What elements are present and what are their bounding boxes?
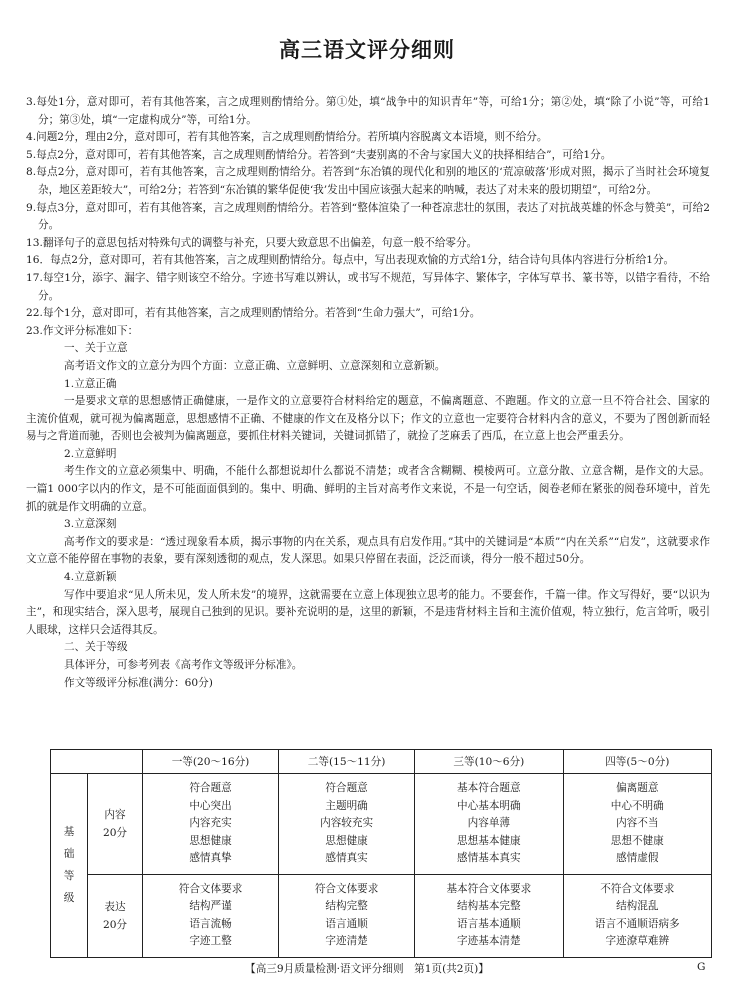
rule-item: 9.每点3分，意对即可，若有其他答案，言之成理则酌情给分。若答到“整体渲染了一种苍凉悲壮的氛围，表达了对抗战英雄的怀念与赞美”，可给2分。 bbox=[26, 201, 710, 232]
rule-item: 4.问题2分，理由2分，意对即可，若有其他答案，言之成理则酌情给分。若所填内容脱离文本语境，则不给分。 bbox=[26, 131, 548, 144]
header-grade-4: 四等(5～0分) bbox=[563, 750, 711, 774]
rule-item: 17.每空1分，添字、漏字、错字则该空不给分。字迹书写难以辨认，或书写不规范，写异体字、繁体字，字体写草书、篆书等，以错字看待，不给分。 bbox=[26, 271, 710, 302]
grade-table bbox=[50, 749, 712, 958]
subheading: 1.立意正确 bbox=[64, 377, 117, 390]
footer-mark: G bbox=[697, 961, 706, 973]
table-row bbox=[51, 874, 712, 957]
rule-item: 8.每点2分，意对即可，若有其他答案，言之成理则酌情给分。若答到“东冶镇的现代化和别的地区的‘荒凉破落’形成对照，揭示了当时社会环境复杂，地区差距较大”，可给2分；若答到“东冶镇的繁华促使‘我’发出中国应该强大起来的呐喊，表达了对未来的殷切期望”，可给2分。 bbox=[26, 166, 710, 196]
rule-item: 13.翻译句子的意思包括对特殊句式的调整与补充，只要大致意思不出偏差，句意一般不给零分。 bbox=[26, 236, 478, 249]
rule-item: 22.每个1分，意对即可，若有其他答案，言之成理则酌情给分。若答到“生命力强大”，可给1分。 bbox=[26, 307, 481, 320]
rule-item: 3.每处1分，意对即可，若有其他答案，言之成理则酌情给分。第①处，填“战争中的知识青年”等，可给1分；第②处，填“除了小说”等，可给1分；第③处，填“一定虚构成分”等，可给1分。 bbox=[26, 96, 710, 126]
scoring-rules bbox=[26, 94, 710, 692]
paragraph: 一是要求文章的思想感情正确健康，一是作文的立意要符合材料给定的题意，不偏离题意、不跑题。作文的立意一旦不符合社会、国家的主流价值观，就可视为偏离题意，思想感情不正确、不健康的作文在及格分以下；作文的立意也一定要符合材料内含的意义，不要为了图创新而轻易与之背道而驰，否则也会被判为偏离题意，要抓住材料关键词，关键词抓错了，就捡了芝麻丢了西瓜，在立意上也会严重丢分。 bbox=[26, 395, 710, 443]
rule-item: 16．每点2分，意对即可，若有其他答案，言之成理则酌情给分。每点中，写出表现欢愉的方式给1分，结合诗句具体内容进行分析给1分。 bbox=[26, 254, 675, 267]
subheading: 4.立意新颖 bbox=[64, 571, 117, 584]
paragraph: 具体评分，可参考列表《高考作文等级评分标准》。 bbox=[64, 659, 303, 671]
header-grade-1: 一等(20～16分) bbox=[143, 750, 279, 774]
header-grade-2: 二等(15～11分) bbox=[279, 750, 415, 774]
table-row bbox=[51, 774, 712, 875]
table-cell: 不符合文体要求 结构混乱 语言不通顺语病多 字迹潦草难辨 bbox=[563, 874, 711, 957]
paragraph: 写作中要追求“见人所未见，发人所未发”的境界，这就需要在立意上体现独立思考的能力。不要套作，千篇一律。作文写得好，要“以识为主”，和现实结合，深入思考，展现自己独到的见识。要补充说明的是，这里的新颖，不是违背材料主旨和主流价值观，特立独行，危言耸听，吸引人眼球，这样只会适得其反。 bbox=[26, 588, 710, 636]
page-title: 高三语文评分细则 bbox=[279, 38, 455, 62]
section-heading: 一、关于立意 bbox=[64, 342, 128, 355]
rule-item: 23.作文评分标准如下： bbox=[26, 324, 139, 337]
base-level-label: 基 础 等 级 bbox=[51, 774, 88, 958]
header-grade-3: 三等(10～6分) bbox=[415, 750, 563, 774]
category-expression: 表达 20分 bbox=[88, 874, 143, 957]
grade-table-header bbox=[51, 750, 712, 774]
paragraph: 高考作文的要求是：“透过现象看本质，揭示事物的内在关系，观点具有启发作用。”其中的关键词是“本质”“内在关系”“启发”，这就要求作文立意不能停留在事物的表象，要有深刻透彻的观点，发人深思。如果只停留在表面，泛泛而谈，得分一般不超过50分。 bbox=[26, 535, 710, 566]
table-cell: 符合文体要求 结构严谨 语言流畅 字迹工整 bbox=[143, 874, 279, 957]
paragraph: 考生作文的立意必须集中、明确，不能什么都想说却什么都说不清楚；或者含含糊糊、模棱两可。立意分散、立意含糊，是作文的大忌。一篇1 000字以内的作文，是不可能面面俱到的。集中、明确、鲜明的主旨对高考作文来说，不是一句空话，阅卷老师在紧张的阅卷环境中，首先抓的就是作文明确的立意。 bbox=[26, 465, 710, 513]
header-corner bbox=[51, 750, 143, 774]
section-heading: 二、关于等级 bbox=[64, 641, 128, 654]
page-footer: 【高三9月质量检测·语文评分细则 第1页(共2页)】 bbox=[245, 963, 489, 975]
table-cell: 基本符合题意 中心基本明确 内容单薄 思想基本健康 感情基本真实 bbox=[415, 774, 563, 875]
table-caption: 作文等级评分标准(满分：60分) bbox=[64, 676, 213, 689]
paragraph: 高考语文作文的立意分为四个方面：立意正确、立意鲜明、立意深刻和立意新颖。 bbox=[64, 359, 446, 372]
table-cell: 符合题意 中心突出 内容充实 思想健康 感情真挚 bbox=[143, 774, 279, 875]
table-cell: 偏离题意 中心不明确 内容不当 思想不健康 感情虚假 bbox=[563, 774, 711, 875]
subheading: 2.立意鲜明 bbox=[64, 447, 117, 460]
table-cell: 基本符合文体要求 结构基本完整 语言基本通顺 字迹基本清楚 bbox=[415, 874, 563, 957]
category-content: 内容 20分 bbox=[88, 774, 143, 875]
subheading: 3.立意深刻 bbox=[64, 518, 117, 531]
table-cell: 符合文体要求 结构完整 语言通顺 字迹清楚 bbox=[279, 874, 415, 957]
table-cell: 符合题意 主题明确 内容较充实 思想健康 感情真实 bbox=[279, 774, 415, 875]
rule-item: 5.每点2分，意对即可，若有其他答案，言之成理则酌情给分。若答到“夫妻别离的不舍与家国大义的抉择相结合”，可给1分。 bbox=[26, 148, 612, 161]
